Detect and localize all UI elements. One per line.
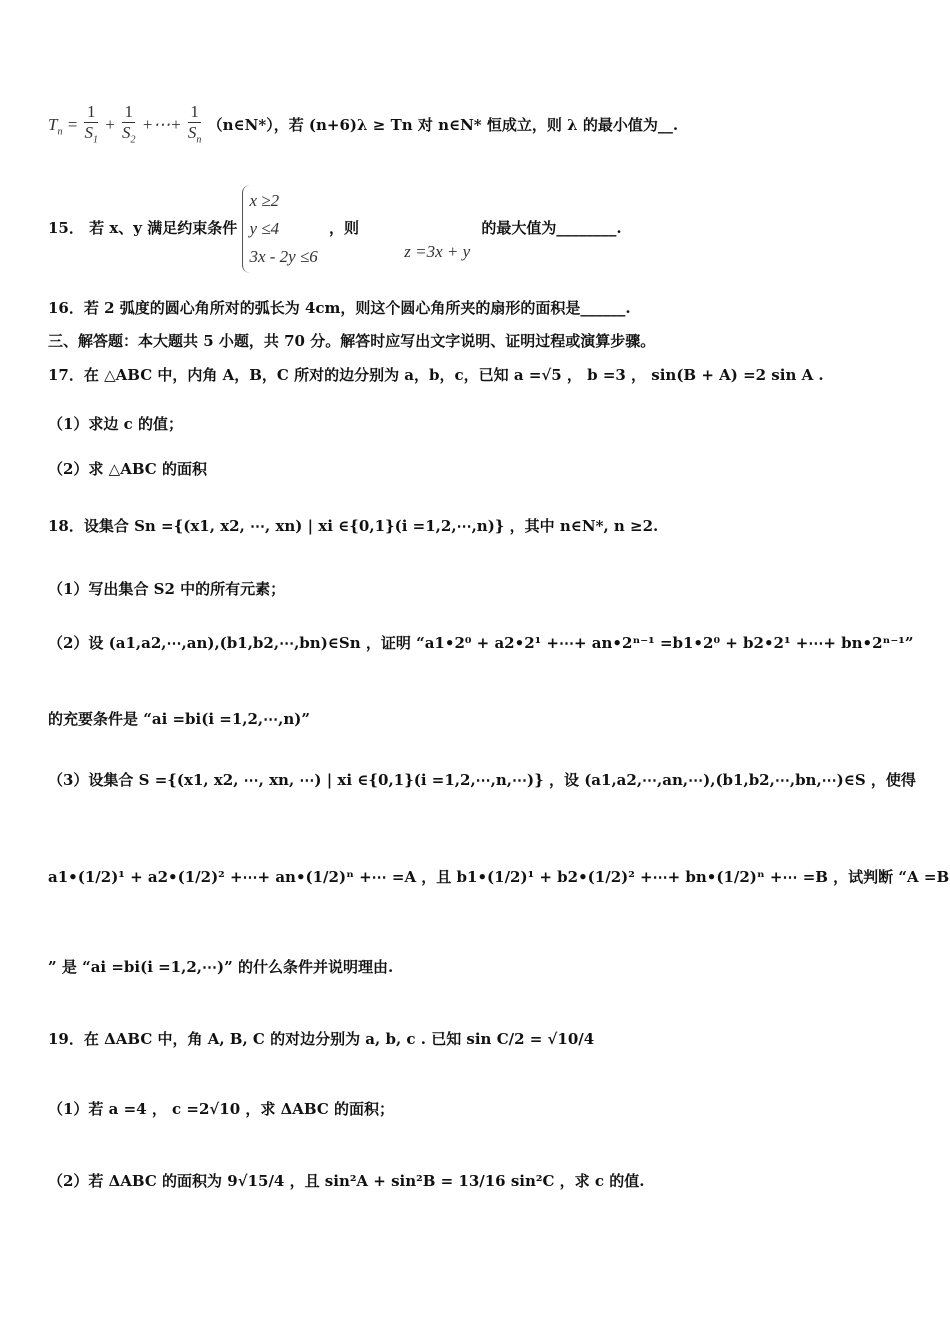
problem-15-text-1: 若 x、y 满足约束条件 bbox=[89, 219, 238, 237]
problem-15 bbox=[48, 185, 622, 273]
problem-19-part-1: （1）若 a =4 ， c =2√10 ，求 ΔABC 的面积； bbox=[48, 1100, 394, 1118]
section-3-header: 三、解答题：本大题共 5 小题，共 70 分。解答时应写出文字说明、证明过程或演算步骤。 bbox=[48, 332, 656, 350]
constraint-1: x ≥2 bbox=[249, 191, 280, 210]
objective-function: z =3x + y bbox=[404, 242, 471, 261]
problem-15-text-3: 的最大值为________. bbox=[481, 219, 622, 237]
constraint-3: 3x - 2y ≤6 bbox=[249, 247, 318, 266]
problem-18-part-3-formulas: a1•(1/2)¹ + a2•(1/2)² +⋯+ an•(1/2)ⁿ +⋯ =A ，且 b1•(1/2)¹ + b2•(1/2)² +⋯+ bn•(1/2)ⁿ +⋯ =B ，试判断 “A =B bbox=[48, 868, 950, 886]
problem-19: 19．在 ΔABC 中，角 A, B, C 的对边分别为 a, b, c . 已知 sin C/2 = √10/4 bbox=[48, 1030, 595, 1048]
problem-17: 17．在 △ABC 中，内角 A，B，C 所对的边分别为 a，b，c，已知 a =√5 ， b =3 ， sin(B + A) =2 sin A . bbox=[48, 366, 824, 384]
problem-16: 16．若 2 弧度的圆心角所对的弧长为 4cm，则这个圆心角所夹的扇形的面积是______. bbox=[48, 299, 631, 317]
problem-15-number: 15． bbox=[48, 219, 84, 237]
problem-17-part-2: （2）求 △ABC 的面积 bbox=[48, 460, 207, 478]
problem-18-part-2-cont: 的充要条件是 “ai =bi(i =1,2,⋯,n)” bbox=[48, 710, 311, 728]
constraint-2: y ≤4 bbox=[249, 219, 280, 238]
math-tn-formula: $T_n$ = $\frac{1}{S_1}$ + $\frac{1}{S_2}$ +⋯+ $\frac{1}{S_n}$ bbox=[48, 102, 202, 146]
problem-18: 18．设集合 Sn ={(x1, x2, ⋯, xn) | xi ∈{0,1}(i =1,2,⋯,n)} ，其中 n∈N*, n ≥2. bbox=[48, 517, 659, 535]
constraint-system bbox=[242, 185, 323, 273]
problem-19-part-2: （2）若 ΔABC 的面积为 9√15/4 ，且 sin²A + sin²B = 13/16 sin²C ，求 c 的值. bbox=[48, 1172, 645, 1190]
problem-18-part-1: （1）写出集合 S2 中的所有元素； bbox=[48, 580, 286, 598]
problem-18-part-3-cont: ” 是 “ai =bi(i =1,2,⋯)” 的什么条件并说明理由. bbox=[48, 958, 394, 976]
problem-17-part-1: （1）求边 c 的值； bbox=[48, 415, 184, 433]
problem-18-part-2: （2）设 (a1,a2,⋯,an),(b1,b2,⋯,bn)∈Sn ，证明 “a1•2⁰ + a2•2¹ +⋯+ an•2ⁿ⁻¹ =b1•2⁰ + b2•2¹ +⋯+ bn•2ⁿ⁻¹” bbox=[48, 634, 914, 652]
problem-14-continuation bbox=[48, 102, 678, 150]
problem-18-part-3: （3）设集合 S ={(x1, x2, ⋯, xn, ⋯) | xi ∈{0,1}(i =1,2,⋯,n,⋯)} ，设 (a1,a2,⋯,an,⋯),(b1,b2,⋯,bn,⋯)∈S ，使得 bbox=[48, 771, 916, 789]
problem-15-text-2: ，则 bbox=[329, 219, 360, 237]
problem-14-text: （n∈N*），若 (n+6)λ ≥ Tn 对 n∈N* 恒成立，则 λ 的最小值为__. bbox=[207, 116, 679, 135]
